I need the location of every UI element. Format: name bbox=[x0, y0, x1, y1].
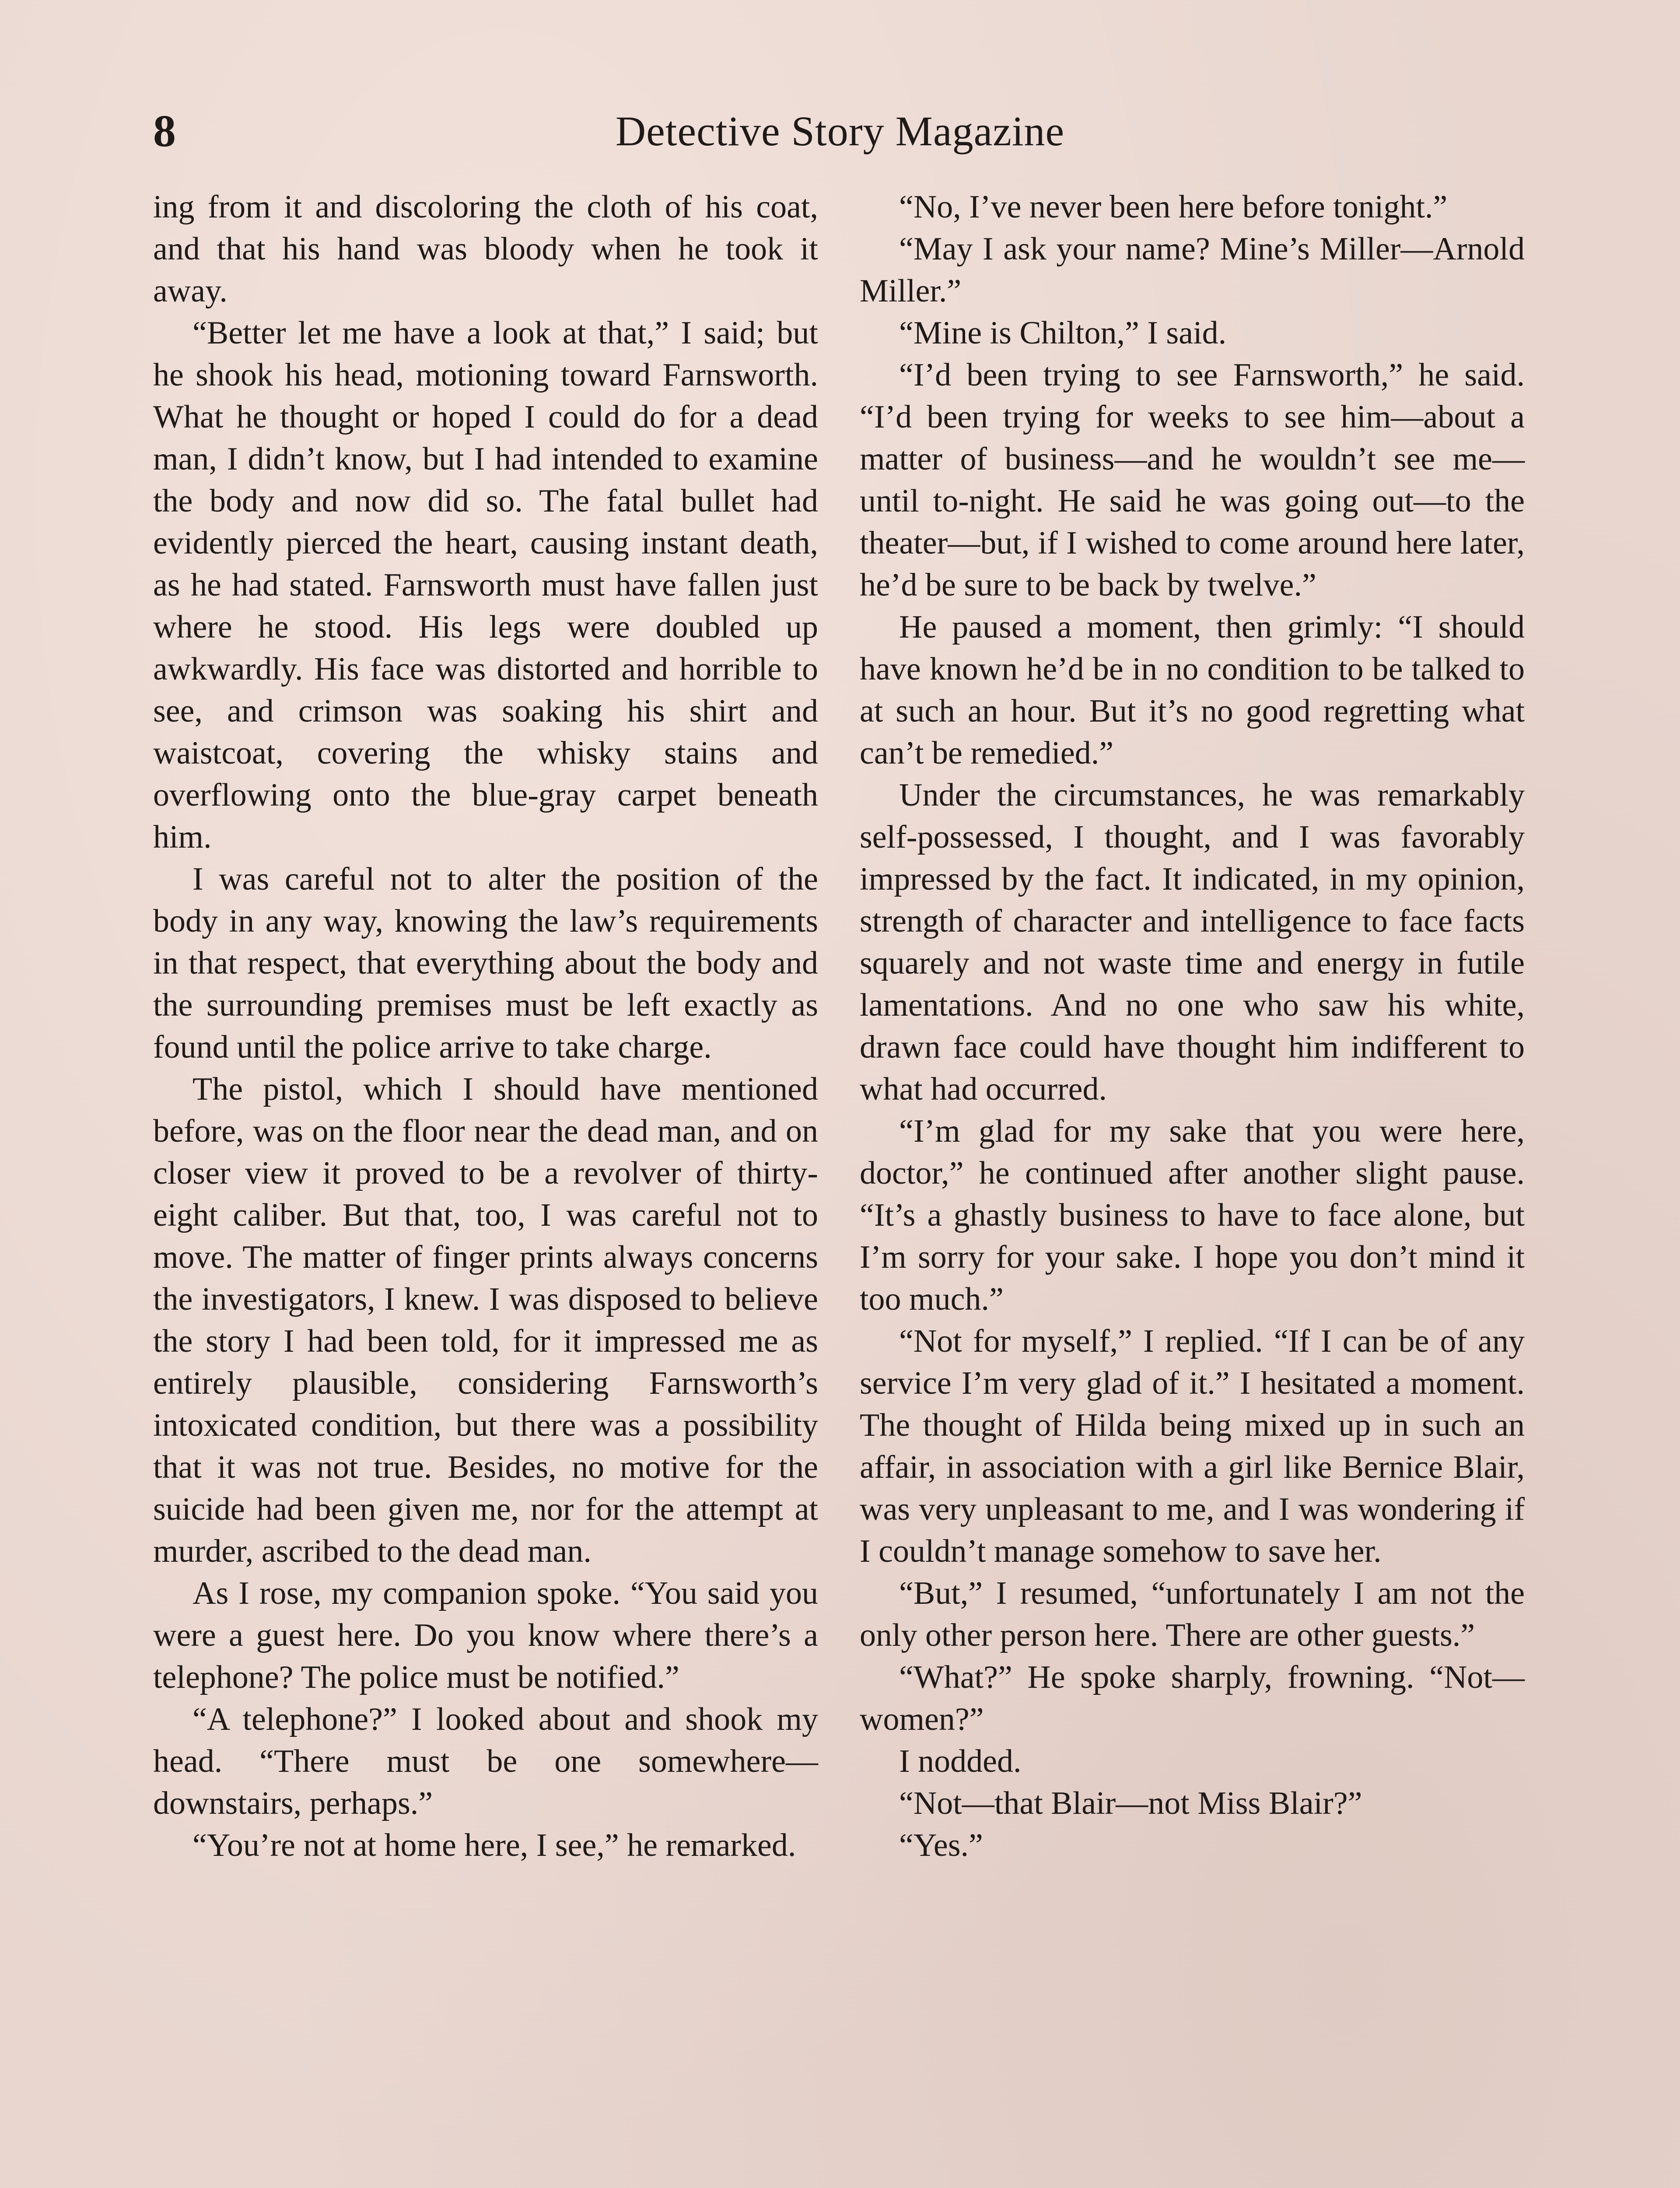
paragraph: ing from it and discoloring the cloth of his coat, and that his hand was bloody when he took it away. bbox=[153, 189, 818, 309]
paragraph: “I’m glad for my sake that you were here, doctor,” he continued after another slight pause. “It’s a ghastly business to have to face alone, but I’m sorry for your sake. I hope you don’t mind it too much.” bbox=[860, 1113, 1525, 1317]
right-column bbox=[860, 186, 1525, 1866]
paragraph: I nodded. bbox=[899, 1743, 1022, 1779]
paragraph: “I’d been trying to see Farnsworth,” he said. “I’d been trying for weeks to see him—about a matter of business—and he wouldn’t see me—until to-night. He said he was going out—to the theater—but, if I wished to come around here later, he’d be sure to be back by twelve.” bbox=[860, 357, 1525, 603]
paragraph: As I rose, my companion spoke. “You said you were a guest here. Do you know where there’s a telephone? The police must be notified.” bbox=[153, 1575, 818, 1695]
paragraph: “Not—that Blair—not Miss Blair?” bbox=[899, 1785, 1362, 1821]
left-column bbox=[153, 186, 818, 1866]
paragraph: The pistol, which I should have mentioned before, was on the floor near the dead man, and on closer view it proved to be a revolver of thirty-eight caliber. But that, too, I was careful not to move. The matter of finger prints always concerns the investigators, I knew. I was disposed to believe the story I had been told, for it impressed me as entirely plausible, considering Farnsworth’s intoxicated condition, but there was a possibility that it was not true. Besides, no motive for the suicide had been given me, nor for the attempt at murder, ascribed to the dead man. bbox=[153, 1071, 818, 1569]
paragraph: Under the circumstances, he was remarkably self-possessed, I thought, and I was favorably impressed by the fact. It indicated, in my opinion, strength of character and intelligence to face facts squarely and not waste time and energy in futile lamentations. And no one who saw his white, drawn face could have thought him indifferent to what had occurred. bbox=[860, 777, 1525, 1107]
paragraph: “Better let me have a look at that,” I said; but he shook his head, motioning toward Farnsworth. What he thought or hoped I could do for a dead man, I didn’t know, but I had intended to examine the body and now did so. The fatal bullet had evidently pierced the heart, causing instant death, as he had stated. Farnsworth must have fallen just where he stood. His legs were doubled up awkwardly. His face was distorted and horrible to see, and crimson was soaking his shirt and waistcoat, covering the whisky stains and overflowing onto the blue-gray carpet beneath him. bbox=[153, 315, 818, 855]
page-number: 8 bbox=[153, 106, 176, 156]
page-header bbox=[153, 101, 1527, 162]
paragraph: “But,” I resumed, “unfortunately I am not the only other person here. There are other guests.” bbox=[860, 1575, 1525, 1653]
paragraph: “What?” He spoke sharply, frowning. “Not—women?” bbox=[860, 1659, 1525, 1737]
paragraph: “No, I’ve never been here before tonight.” bbox=[899, 189, 1448, 225]
paragraph: “Mine is Chilton,” I said. bbox=[899, 315, 1227, 351]
paragraph: “May I ask your name? Mine’s Miller—Arnold Miller.” bbox=[860, 231, 1525, 309]
paragraph: I was careful not to alter the position of the body in any way, knowing the law’s requirements in that respect, that everything about the body and the surrounding premises must be left exactly as found until the police arrive to take charge. bbox=[153, 861, 818, 1065]
running-title: Detective Story Magazine bbox=[615, 108, 1065, 154]
paragraph: “Yes.” bbox=[899, 1827, 983, 1863]
paragraph: “You’re not at home here, I see,” he remarked. bbox=[192, 1827, 796, 1863]
paragraph: “Not for myself,” I replied. “If I can be of any service I’m very glad of it.” I hesitated a moment. The thought of Hilda being mixed up in such an affair, in association with a girl like Bernice Blair, was very unpleasant to me, and I was wondering if I couldn’t manage somehow to save her. bbox=[860, 1323, 1525, 1569]
paragraph: He paused a moment, then grimly: “I should have known he’d be in no condition to be talked to at such an hour. But it’s no good regretting what can’t be remedied.” bbox=[860, 609, 1525, 771]
paragraph: “A telephone?” I looked about and shook my head. “There must be one somewhere—downstairs, perhaps.” bbox=[153, 1701, 818, 1821]
